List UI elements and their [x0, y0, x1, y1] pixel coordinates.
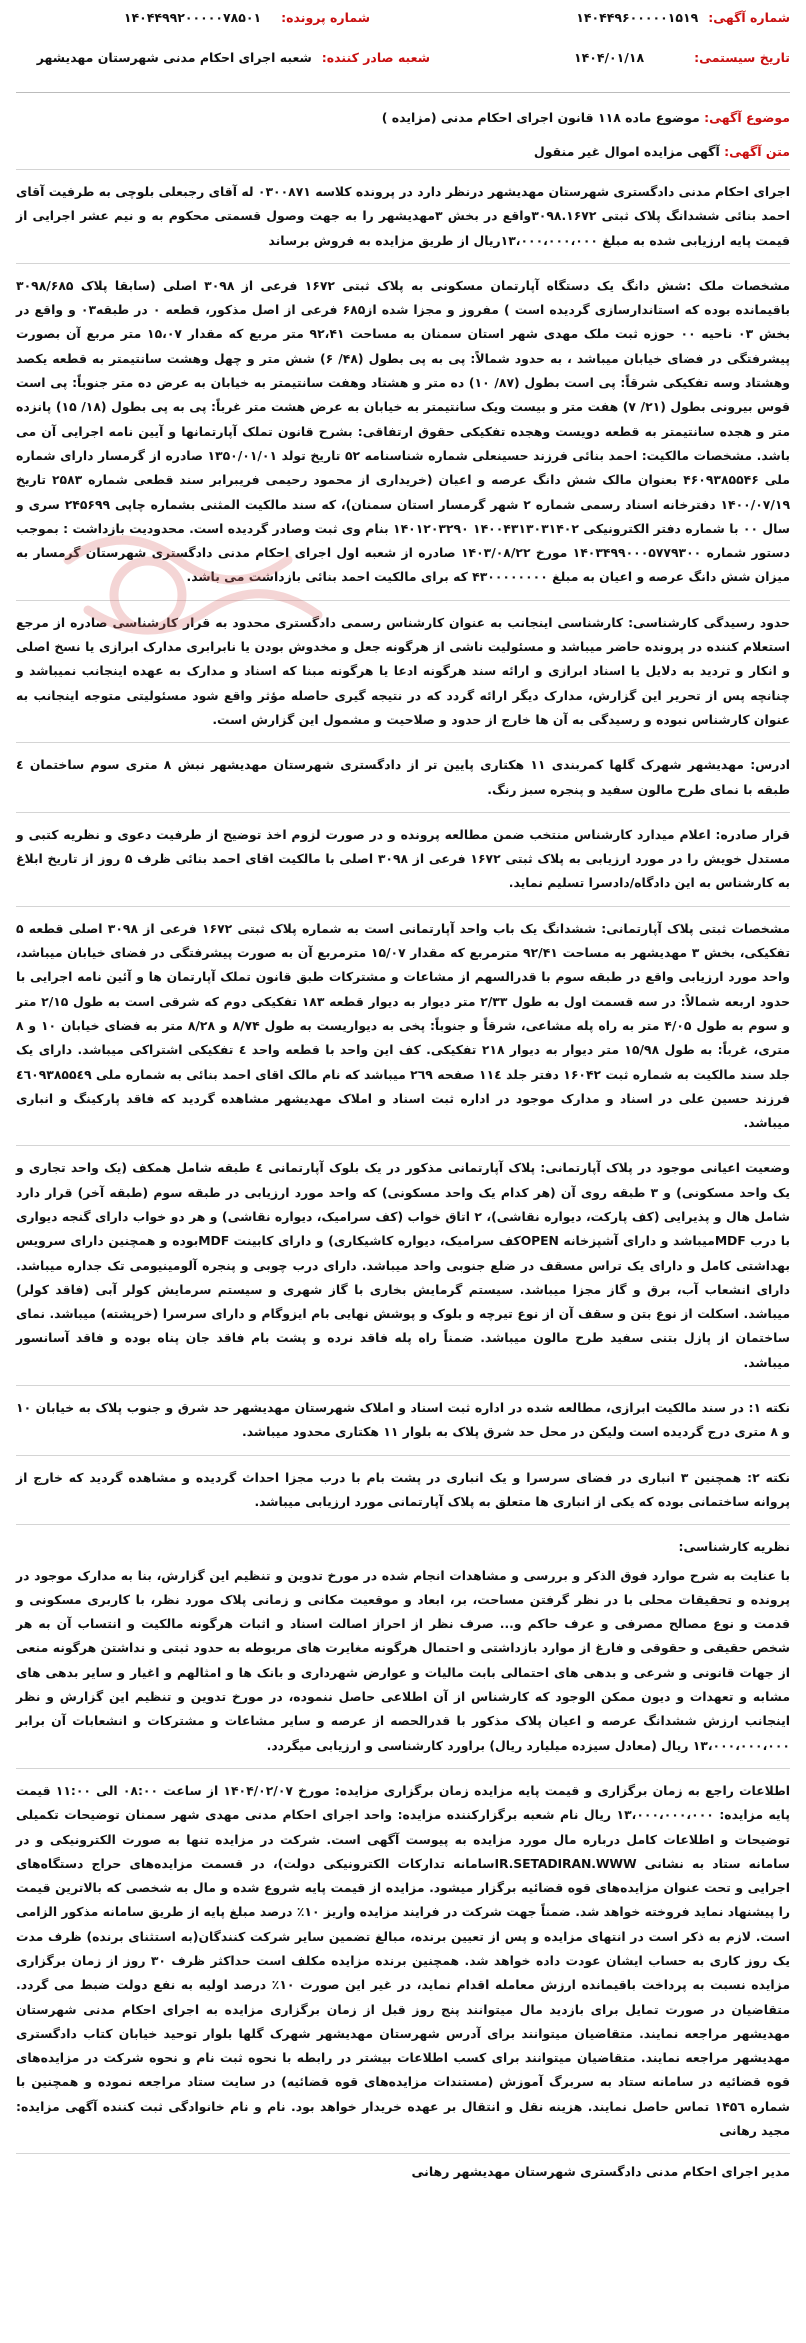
signature-line: مدیر اجرای احکام مدنی دادگستری شهرستان مهدیشهر رهانی	[411, 2164, 790, 2180]
notice-header	[16, 0, 790, 93]
divider	[16, 1385, 790, 1386]
subject-block	[16, 107, 790, 163]
divider	[16, 812, 790, 813]
notice-number: ۱۴۰۴۴۹۶۰۰۰۰۰۱۵۱۹	[576, 10, 699, 25]
divider	[16, 1145, 790, 1146]
opinion-title: نظریه کارشناسی:	[678, 1539, 790, 1555]
property-spec-paragraph: مشخصات ملک :شش دانگ یک دستگاه آپارتمان مسکونی به پلاک ثبتی ۱۶۷۲ فرعی از ۳۰۹۸ اصلی (سابقا پلاک ۳۰۹۸/۶۸۵ باقیمانده بوده که استاندارسازی گردیده است ) مفروز و مجزا شده از۶۸۵ فرعی از اصل مذکور، قطعه ۰ در طبقه۰۳ و واقع در بخش ۰۳ ناحیه ۰۰ حوزه ثبت ملک مهدی شهر استان سمنان به مساحت ۹۲،۴۱ متر مربع که مقدار ۱۵،۰۷ متر مربع آن بصورت پیشرفتگی در فضای خیابان میباشد ، به حدود شمالاً: پی به پی بطول (۴۸/ ۶) شش متر و چهل وهشت سانتیمتر به قطعه یکصد وهشتاد وسه تفکیکی شرقاً: پی است بطول (۸۷/ ۱۰) ده متر و هشتاد وهفت سانتیمتر به خیابان به عرض ده متر جنوباً: پی است قوس بیرونی بطول (۲۱/ ۷) هفت متر و بیست ویک سانتیمتر به خیابان به عرض هشت متر غرباً: پی به پی بطول (۱۸/ ۱۵) پانزده متر و هجده سانتیمتر به قطعه دویست وهجده تفکیکی حقوق ارتفاقی: بشرح قانون تملک آپارتمانها و آیین نامه اجرایی آن می باشد. مشخصات مالکیت: احمد بنائی فرزند حسینعلی شماره شناسنامه ۵۲ تاریخ تولد ۱۳۵۰/۰۱/۰۱ صادره از گرمسار دارای شماره ملی ۴۶۰۹۳۸۵۵۴۶ بعنوان مالک شش دانگ عرصه و اعیان (خریداری از محمود رحیمی فریبرابر سند قطعی شماره ۲۵۸۳ تاریخ ۱۴۰۰/۰۷/۱۹ دفترخانه اسناد رسمی شماره ۲ شهر گرمسار استان سمنان)، که سند مالکیت المثنی بشماره چاپی ۲۴۵۶۹۹ سری و سال ۰۰ با شماره دفتر الکترونیکی ۱۴۰۰۴۳۱۳۰۳۱۴۰۲ ۱۴۰۱۲۰۳۲۹۰ بنام وی ثبت وصادر گردیده است. محدودیت بازداشت : بموجب دستور شماره ۱۴۰۳۴۹۹۰۰۰۵۷۷۹۳۰۰ مورخ ۱۴۰۳/۰۸/۲۲ صادره از شعبه اول اجرای احکام مدنی دادگستری شهرستان گرمسار به میزان شش دانگ عرصه و اعیان به مبلغ ۴۳۰۰۰۰۰۰۰۰ که برای مالکیت احمد بنائی بازداشت می باشد.	[16, 277, 791, 585]
notice-number-row	[576, 10, 790, 25]
divider	[16, 600, 790, 601]
auction-info-paragraph: اطلاعات راجع به زمان برگزاری و قیمت پایه مزایده زمان برگزاری مزایده: مورخ ۱۴۰۴/۰۲/۰۷ از ساعت ۰۸:۰۰ الی ۱۱:۰۰ قیمت پایه مزایده: ۱۳،۰۰۰،۰۰۰،۰۰۰ ریال نام شعبه برگزارکننده مزایده: واحد اجرای احکام مدنی مهدی شهر سمنان توضیحات تکمیلی توضیحات و اطلاعات کامل درباره مال مورد مزایده به پیوست آگهی است. شرکت در مزایده تنها به صورت الکترونیکی و در سامانه ستاد به نشانی IR.SETADIRAN.WWWسامانه تدارکات الکترونیکی دولت)، در قسمت مزایده‌های حراج دستگاه‌های اجرایی و تحت عنوان مزایده‌های قوه قضائیه برگزار میشود. مزایده از قیمت پایه شروع شده و مال به شخصی که بالاترین قیمت را پیشنهاد نماید فروخته خواهد شد. ضمناً جهت شرکت در فرایند مزایده واریز ۱۰٪ درصد مبلغ پایه از طریق سامانه مذکور الزامی است. لازم به ذکر است در انتهای مزایده و پس از تعیین برنده، مبالغ تضمین سایر شرکت کنندگان(به استثنای برنده) ظرف مدت یک روز کاری به حساب ایشان عودت داده خواهد شد. همچنین برنده مزایده مکلف است حداکثر ظرف ۳۰ روز از زمان برگزاری مزایده نسبت به پرداخت باقیمانده ارزش معامله اقدام نماید، در غیر این صورت ۱۰٪ درصد اولیه به نفع دولت ضبط می گردد. متقاضیان در صورت تمایل برای بازدید مال میتوانند پنج روز قبل از زمان برگزاری مزایده به اجرای احکام مدنی شهرستان مهدیشهر مراجعه نمایند. متقاضیان میتوانند برای آدرس شهرستان مهدیشهر شهرک گلها بلوار توحید خیابان کتاب دادگستری مهدیشهر مراجعه نمایند. متقاضیان میتوانند برای کسب اطلاعات بیشتر در رابطه با نحوه ثبت نام و نحوه شرکت در مزایده‌های قوه قضائیه در سامانه ستاد به سربرگ آموزش (مستندات مزایده‌های قوه قضائیه) در سایت ستاد مراجعه نموده و همچنین با شماره ۱۴۵٦ تماس حاصل نمایند. هزینه نقل و انتقال بر عهده خریدار خواهد بود. نام و نام خانوادگی ثبت کننده آگهی مزایده: مجید رهانی	[16, 1782, 790, 2139]
note-2-paragraph: نکته ۲: همچنین ۳ انباری در فضای سرسرا و یک انباری در پشت بام با درب مجزا احداث گردیده و مشاهده گردید که خارج از پروانه ساختمانی بوده که یکی از انباری ها متعلق به پلاک آپارتمانی مورد ارزیابی میباشد.	[16, 1469, 791, 1509]
divider	[16, 1768, 790, 1769]
note-1-paragraph: نکته ۱: در سند مالکیت ابرازی، مطالعه شده در اداره ثبت اسناد و املاک شهرستان مهدیشهر حد شرق و جنوب پلاک به خیابان ۱۰ و ۸ متری درج گردیده است ولیکن در محل حد شرق پلاک به بلوار ۱۱ هکتاری محدود میباشد.	[16, 1400, 791, 1440]
registry-spec-paragraph: مشخصات ثبتی پلاک آپارتمانی: ششدانگ یک باب واحد آپارتمانی است به شماره پلاک ثبتی ۱۶۷۲ فرعی از ۳۰۹۸ اصلی قطعه ۵ تفکیکی، بخش ۳ مهدیشهر به مساحت ۹۲/۴۱ مترمربع که مقدار ۱۵/۰۷ مترمربع آن به صورت پیشرفتگی در فضای خیابان میباشد، واحد مورد ارزیابی واقع در طبقه سوم با قدرالسهم از مشاعات و مشترکات طبق قانون تملک آپارتمان ها و آئین نامه اجرایی با حدود اربعه شمالاً: در سه قسمت اول به طول ۲/۳۳ متر دیوار به دیوار قطعه ۱۸۳ تفکیکی دوم که شرقی است به طول ۲/۱۵ متر و سوم به طول ۴/۰۵ متر به راه پله مشاعی، شرقاً و جنوباً: پخی به دیواریست به طول ۸/۷۴ و ۸/۲۸ متر به فضای خیابان ۱۰ و ۸ متری، غرباً: به طول ۱۵/۹۸ متر دیوار به دیوار ۲۱۸ تفکیکی. کف این واحد با قطعه واحد ٤ تفکیکی اشتراکی میباشد. دارای یک جلد سند مالکیت به شماره ثبت ۱۶۰۴۲ دفتر جلد ۱۱٤ صفحه ۲٦۹ میباشد که نام مالک اقای احمد بنائی به شماره ملی ٤٦۰۹۳۸۵۵٤۹ فرزند حسین علی در اسناد و مدارک موجود در اداره ثبت اسناد و املاک مهدیشهر مشاهده گردید که فاقد پارکینگ و انباری میباشد.	[16, 920, 791, 1131]
case-number: ۱۴۰۴۴۹۹۲۰۰۰۰۰۷۸۵۰۱	[123, 10, 262, 25]
notice-text-value: آگهی مزایده اموال غیر منقول	[533, 144, 720, 159]
issuer-label: شعبه صادر کننده:	[321, 50, 430, 65]
date-label: تاریخ سیستمی:	[694, 50, 790, 65]
intro-paragraph: اجرای احکام مدنی دادگستری شهرستان مهدیشهر درنظر دارد در پرونده کلاسه ۰۳۰۰۸۷۱ له آقای رجبعلی بلوچی به طرفیت آقای احمد بنائی ششدانگ پلاک ثبتی ۳۰۹۸.۱۶۷۲واقع در بخش ۳مهدیشهر را به جهت وصول قسمتی محکوم به و نیم عشر اجرایی از قیمت پایه ارزیابی شده به مبلغ ۱۳،۰۰۰،۰۰۰،۰۰۰ریال از طریق مزایده به فروش برساند	[16, 184, 790, 248]
notice-number-label: شماره آگهی:	[708, 10, 790, 25]
issuer-row	[37, 50, 430, 65]
divider	[16, 1455, 790, 1456]
divider	[16, 169, 790, 170]
date-row	[574, 50, 790, 65]
divider	[16, 2153, 790, 2154]
subject-row	[16, 107, 790, 129]
notice-text-label: متن آگهی:	[724, 144, 790, 159]
case-number-label: شماره پرونده:	[281, 10, 370, 25]
notice-text-row	[16, 141, 790, 163]
divider	[16, 906, 790, 907]
divider	[16, 263, 790, 264]
subject-label: موضوع آگهی:	[704, 110, 790, 125]
building-status-paragraph: وضعیت اعیانی موجود در پلاک آپارتمانی: پلاک آپارتمانی مذکور در یک بلوک آپارتمانی ٤ طبقه شامل همکف (یک واحد تجاری و یک واحد مسکونی) و ۳ طبقه روی آن (هر کدام یک واحد مسکونی) که واحد مورد ارزیابی در طبقه سوم (طبقه آخر) قرار دارد شامل هال و پذیرایی (کف پارکت، دیواره نقاشی)، ۲ اتاق خواب (کف سرامیک، دیواره نقاشی) و هر دو خواب دارای گنجه دیواری با درب MDFمیباشد و دارای آشپزخانه OPENکف سرامیک، دیواره کاشیکاری) و دارای کابینت MDFبوده و همچنین دارای سرویس بهداشتی کامل و دارای یک تراس مسقف در ضلع جنوبی واحد میباشد. دارای درب چوبی و پنجره آلومینیومی تک جداره میباشد. دارای انشعاب آب، برق و گاز مجزا میباشد. سیستم گرمایش بخاری با گاز شهری و سیستم سرمایش کولر آبی (فاقد کولر) میباشد. اسکلت از نوع بتن و سقف آن از نوع تیرچه و بلوک و پوشش نهایی بام ایزوگام و دارای سرسرا (خرپشته) میباشد. نمای ساختمان از پازل بتنی سفید طرح مالون میباشد. ضمناً راه پله فاقد نرده و پشت بام فاقد جان پناه بوده و فاقد آسانسور میباشد.	[16, 1160, 791, 1370]
opinion-paragraph: با عنایت به شرح موارد فوق الذکر و بررسی و مشاهدات انجام شده در مورخ تدوین و تنظیم این گزارش، بنا به مدارک موجود در پرونده و تحقیقات محلی با در نظر گرفتن مساحت، بر، ابعاد و موقعیت مکانی و زمانی پلاک مورد نظر، با کاربری مسکونی و قدمت و نوع مصالح مصرفی و عرف حاکم و... صرف نظر از احراز اصالت اسناد و اثبات هرگونه مالکیت و انتساب آن به هر شخص حقیقی و حقوقی و فارغ از موارد بازداشتی و احتمال هرگونه مغایرت های مربوطه به حدود ثبتی و نداشتن هرگونه منعی از جهات قانونی و شرعی و بدهی های احتمالی بابت مالیات و عوارض شهرداری و بانک ها و امثالهم و اغیار و سایر بدهی های مشابه و تعهدات و دیون ممکن الوجود که کارشناس از آن اطلاعی حاصل ننموده، در مورخ تدوین و تنظیم این گزارش و نظر اینجانب ارزش ششدانگ عرصه و اعیان پلاک مذکور با قدرالحصه از عرصه و سایر مشاعات و مشترکات و انشعابات آن برابر ۱۳،۰۰۰،۰۰۰،۰۰۰ ریال (معادل سیزده میلیارد ریال) براورد کارشناسی و ارزیابی میگردد.	[16, 1567, 790, 1753]
case-number-row	[124, 10, 370, 25]
expert-limits-paragraph: حدود رسیدگی کارشناسی: کارشناسی اینجانب به عنوان کارشناس رسمی دادگستری محدود به قرار کارشناسی صادره از مرجع استعلام کننده در پرونده حاضر میباشد و مسئولیت ناشی از هرگونه جعل و مخدوش بودن یا نابرابری مدارک ابرازی یا نسخ اصلی و انکار و تردید به دلایل یا اسناد ابرازی و ارائه سند هرگونه ادعا یا هرگونه مبنا که اسناد و مدارک به عهده اینجانب نمیباشد و چنانچه پس از تحریر این گزارش، مدارک دیگر ارائه گردد که در نتیجه گیری حاصله مؤثر واقع شود مسئولیتی متوجه اینجانب به عنوان کارشناس نبوده و رسیدگی به آن ها خارج از حدود و صلاحیت و مشمول این گزارش است.	[16, 614, 790, 727]
divider	[16, 1524, 790, 1525]
issuer-value: شعبه اجرای احکام مدنی شهرستان مهدیشهر	[36, 50, 312, 65]
divider	[16, 742, 790, 743]
subject-value: موضوع ماده ۱۱۸ قانون اجرای احکام مدنی (مزایده )	[381, 110, 700, 125]
date-value: ۱۴۰۴/۰۱/۱۸	[573, 50, 645, 65]
address-paragraph: ادرس: مهدیشهر شهرک گلها کمربندی ۱۱ هکتاری پایین تر از دادگستری شهرستان مهدیشهر نبش ۸ متری سوم ساختمان ٤ طبقه با نمای طرح مالون سفید و پنجره سبز رنگ.	[16, 757, 790, 797]
order-paragraph: قرار صادره: اعلام میدارد کارشناس منتخب ضمن مطالعه پرونده و در صورت لزوم اخذ توضیح از طرفیت دعوی و نظریه کتبی و مستدل خویش را در مورد ارزیابی به پلاک ثبتی ۱۶۷۲ فرعی از ۳۰۹۸ اصلی با مالکیت اقای احمد بنائی ظرف ۵ روز از تاریخ ابلاغ به کارشناس به این دادگاه/دادسرا تسلیم نماید.	[16, 826, 790, 891]
